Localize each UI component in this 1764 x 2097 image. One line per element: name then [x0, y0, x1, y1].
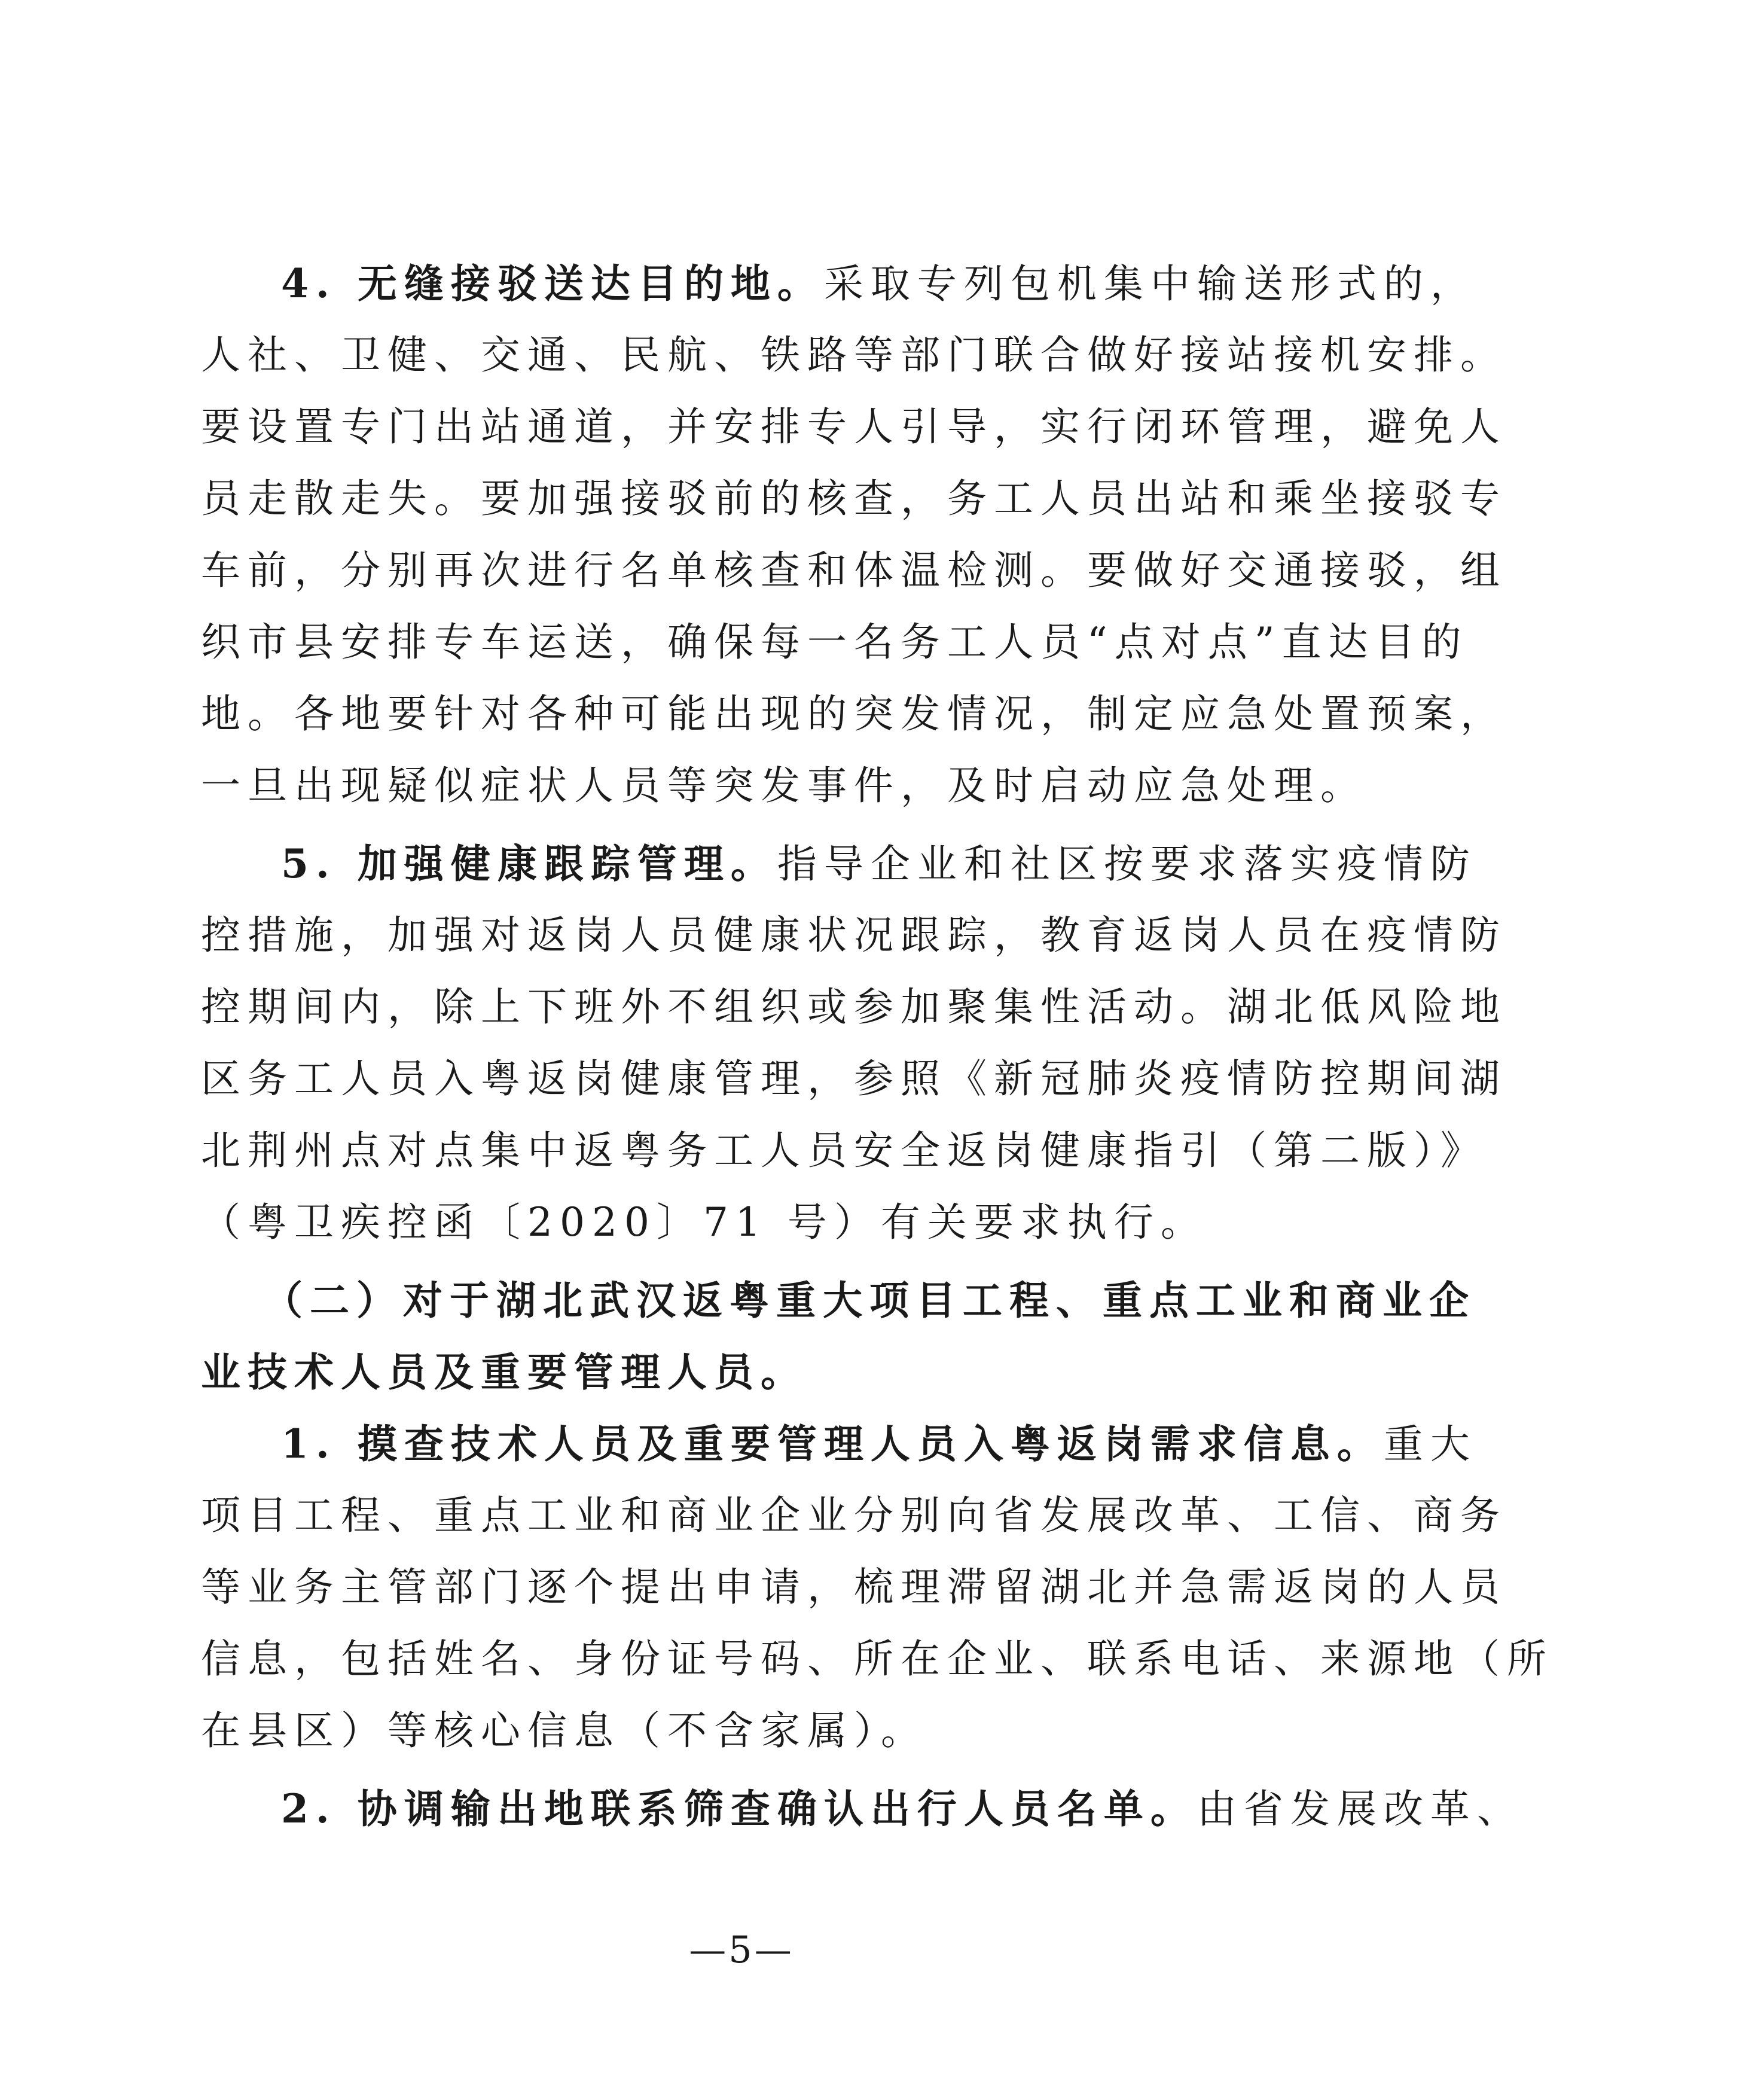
section-heading-line — [201, 1343, 1684, 1401]
paragraph-line — [201, 542, 1684, 599]
body-text: 织市县安排专车运送，确保每一名务工人员“点对点”直达目的 — [201, 619, 1469, 665]
paragraph-line — [201, 1122, 1684, 1179]
paragraph-line — [201, 907, 1684, 964]
paragraph-line — [201, 757, 1684, 815]
section-heading: 业技术人员及重要管理人员。 — [201, 1349, 807, 1395]
body-text: 控措施，加强对返岗人员健康状况跟踪，教育返岗人员在疫情防 — [201, 912, 1507, 958]
paragraph-line — [201, 685, 1684, 743]
body-text: 指导企业和社区按要求落实疫情防 — [777, 841, 1477, 887]
paragraph-line — [281, 255, 1764, 312]
body-text: 控期间内，除上下班外不组织或参加聚集性活动。湖北低风险地 — [201, 984, 1507, 1030]
body-text: 项目工程、重点工业和商业企业分别向省发展改革、工信、商务 — [201, 1492, 1507, 1538]
body-text: 信息，包括姓名、身份证号码、所在企业、联系电话、来源地（所 — [201, 1636, 1554, 1682]
body-text: 车前，分别再次进行名单核查和体温检测。要做好交通接驳，组 — [201, 547, 1507, 593]
body-text: 一旦出现疑似症状人员等突发事件，及时启动应急处理。 — [201, 763, 1367, 809]
body-text: 采取专列包机集中输送形式的， — [823, 261, 1477, 307]
body-text: 重大 — [1383, 1421, 1477, 1467]
item-heading: 5. 加强健康跟踪管理。 — [281, 840, 777, 887]
paragraph-line — [201, 614, 1684, 671]
paragraph-line — [201, 979, 1684, 1036]
body-text: 北荆州点对点集中返粤务工人员安全返岗健康指引（第二版）》 — [201, 1127, 1487, 1174]
paragraph-line — [281, 1780, 1764, 1837]
paragraph-line — [201, 1194, 1684, 1251]
section-heading: （二）对于湖北武汉返粤重大项目工程、重点工业和商业企 — [263, 1277, 1476, 1324]
paragraph-line — [201, 470, 1684, 528]
body-text: 由省发展改革、 — [1197, 1786, 1524, 1832]
paragraph-line — [201, 1630, 1684, 1688]
page-number: —5— — [689, 1928, 794, 1971]
body-text: 人社、卫健、交通、民航、铁路等部门联合做好接站接机安排。 — [201, 332, 1507, 378]
paragraph-line — [201, 1559, 1684, 1616]
paragraph-line — [201, 1487, 1684, 1544]
section-heading-line — [263, 1272, 1746, 1329]
paragraph-line — [281, 835, 1764, 892]
paragraph-line — [201, 398, 1684, 456]
paragraph-line — [281, 1415, 1764, 1473]
item-heading: 4. 无缝接驳送达目的地。 — [281, 260, 824, 307]
paragraph-line — [201, 1050, 1684, 1108]
item-heading: 1. 摸查技术人员及重要管理人员入粤返岗需求信息。 — [281, 1421, 1384, 1467]
body-text: 等业务主管部门逐个提出申请，梳理滞留湖北并急需返岗的人员 — [201, 1564, 1507, 1610]
item-heading: 2. 协调输出地联系筛查确认出行人员名单。 — [281, 1785, 1197, 1832]
paragraph-line — [201, 327, 1684, 384]
paragraph-line — [201, 1702, 1684, 1760]
body-text: （粤卫疾控函〔2020〕71 号）有关要求执行。 — [201, 1199, 1207, 1245]
body-text: 地。各地要针对各种可能出现的突发情况，制定应急处置预案， — [201, 691, 1507, 737]
body-text: 员走散走失。要加强接驳前的核查，务工人员出站和乘坐接驳专 — [201, 476, 1507, 522]
body-text: 在县区）等核心信息（不含家属）。 — [201, 1708, 927, 1754]
body-text: 要设置专门出站通道，并安排专人引导，实行闭环管理，避免人 — [201, 404, 1507, 450]
body-text: 区务工人员入粤返岗健康管理，参照《新冠肺炎疫情防控期间湖 — [201, 1056, 1507, 1102]
